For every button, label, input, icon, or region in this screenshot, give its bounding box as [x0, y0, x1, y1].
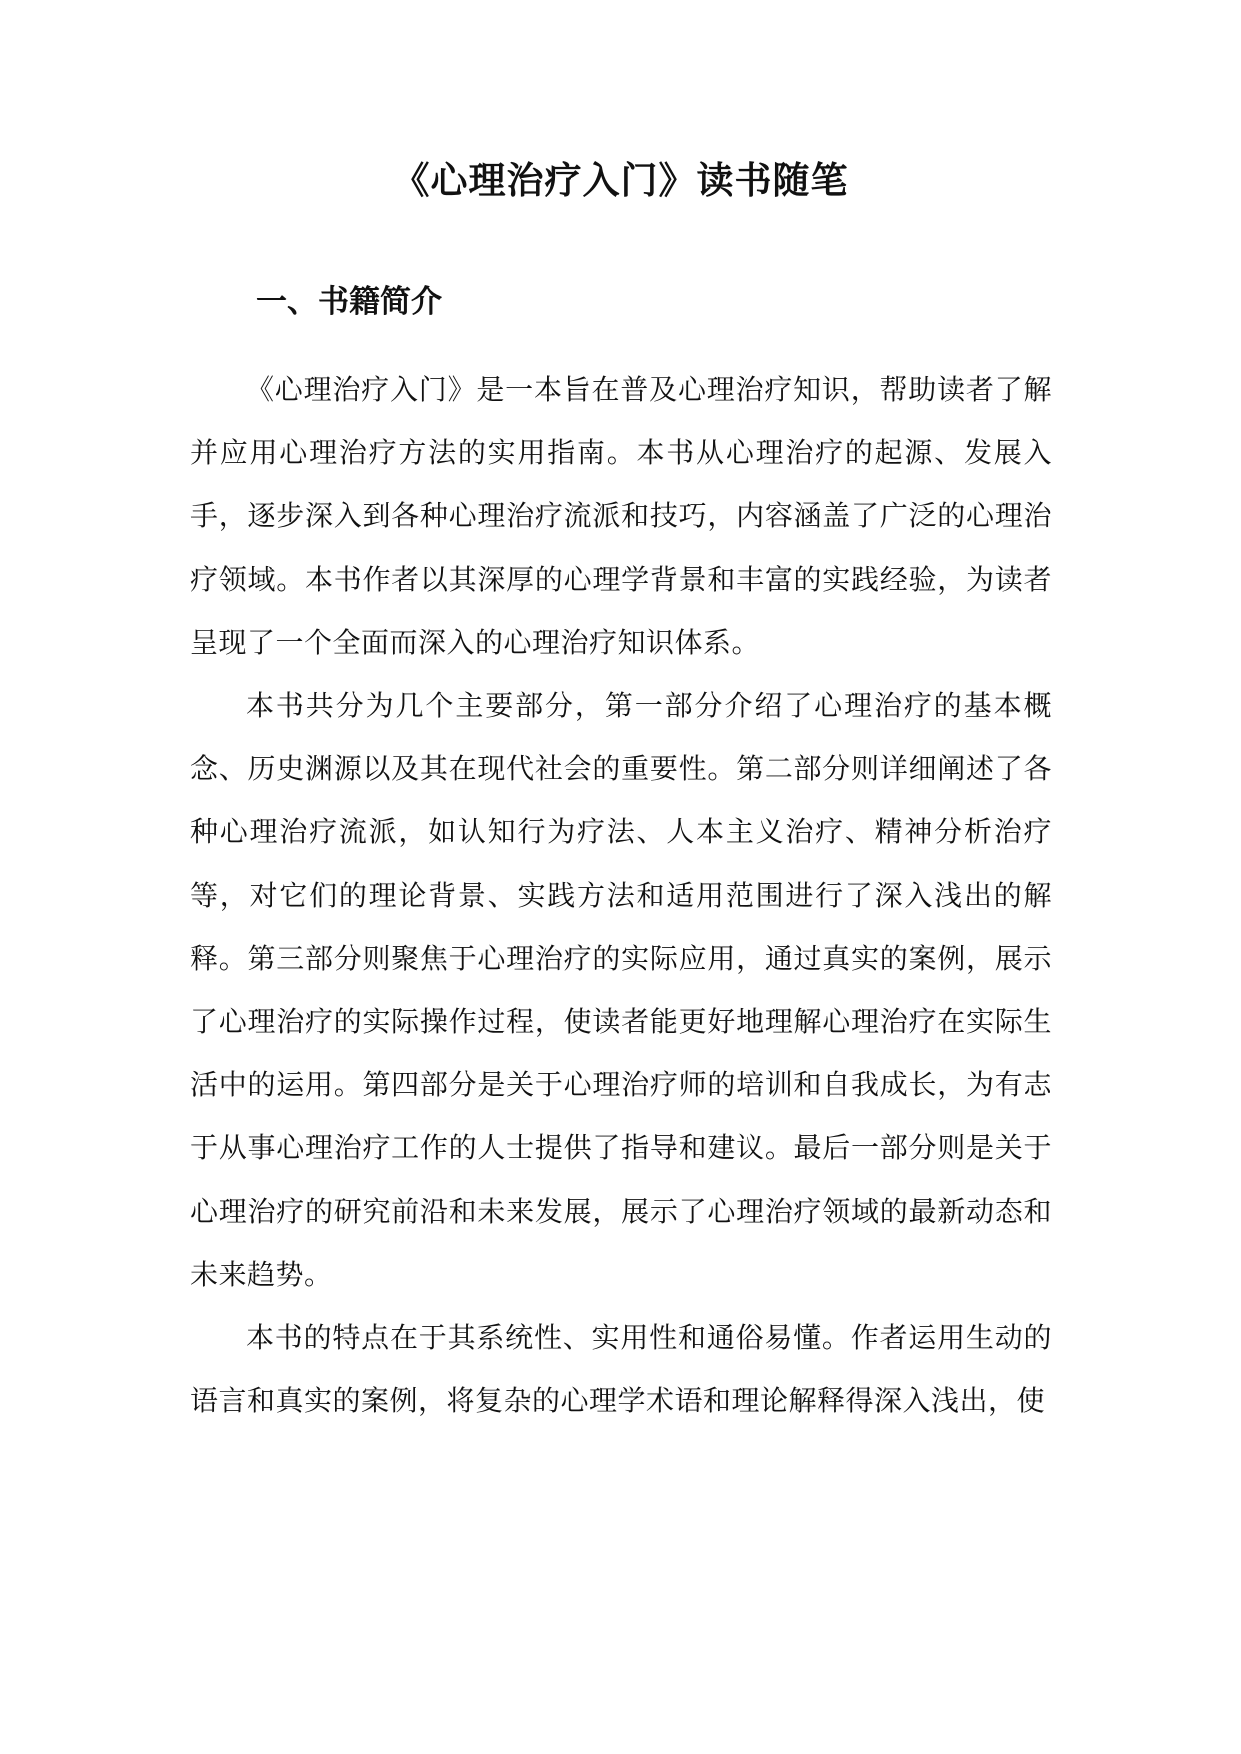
section-heading: 一、书籍简介	[256, 284, 442, 320]
paragraph-structure: 本书共分为几个主要部分，第一部分介绍了心理治疗的基本概念、历史渊源以及其在现代社会的重要性。第二部分则详细阐述了各种心理治疗流派，如认知行为疗法、人本主义治疗、精神分析治疗等，对它们的理论背景、实践方法和适用范围进行了深入浅出的解释。第三部分则聚焦于心理治疗的实际应用，通过真实的案例，展示了心理治疗的实际操作过程，使读者能更好地理解心理治疗在实际生活中的运用。第四部分是关于心理治疗师的培训和自我成长，为有志于从事心理治疗工作的人士提供了指导和建议。最后一部分则是关于心理治疗的研究前沿和未来发展，展示了心理治疗领域的最新动态和未来趋势。	[190, 689, 1052, 1291]
paragraph-intro: 《心理治疗入门》是一本旨在普及心理治疗知识，帮助读者了解并应用心理治疗方法的实用指南。本书从心理治疗的起源、发展入手，逐步深入到各种心理治疗流派和技巧，内容涵盖了广泛的心理治疗领域。本书作者以其深厚的心理学背景和丰富的实践经验，为读者呈现了一个全面而深入的心理治疗知识体系。	[190, 373, 1052, 659]
paragraph-features: 本书的特点在于其系统性、实用性和通俗易懂。作者运用生动的语言和真实的案例，将复杂的心理学术语和理论解释得深入浅出，使	[190, 1321, 1052, 1418]
document-title: 《心理治疗入门》读书随笔	[392, 158, 849, 202]
document-body	[190, 358, 1052, 1432]
